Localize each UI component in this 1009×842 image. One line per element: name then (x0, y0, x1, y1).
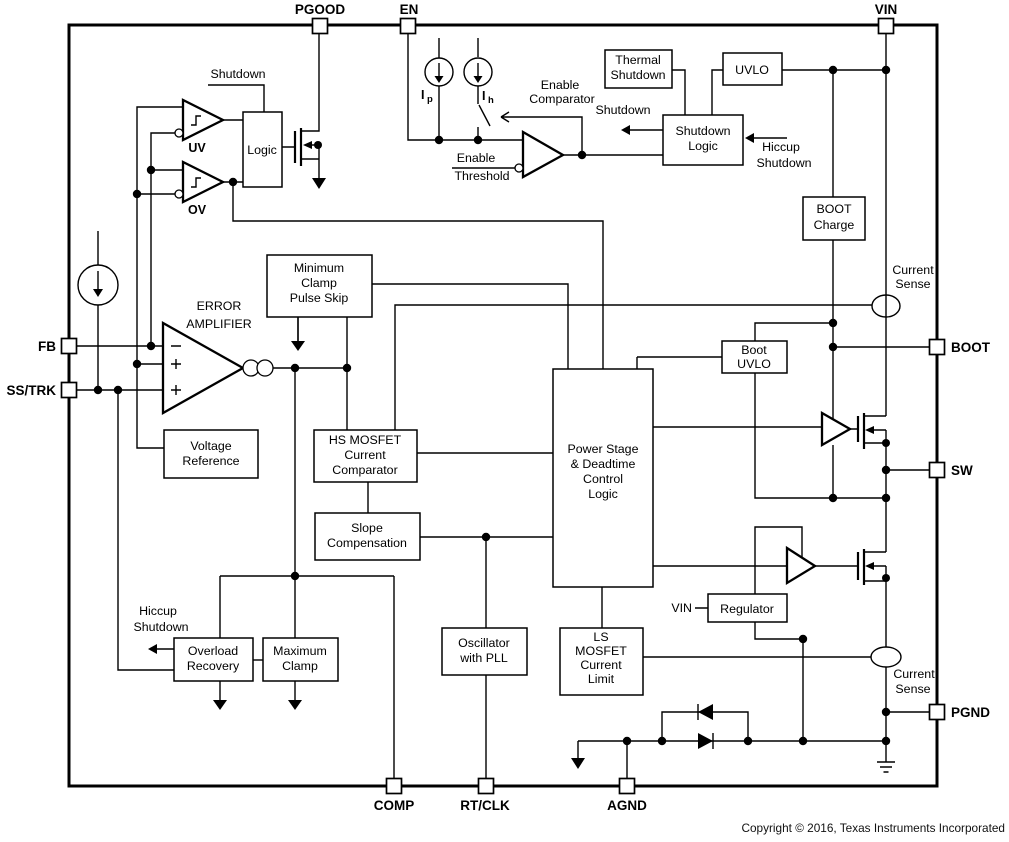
pin-label-comp: COMP (373, 798, 415, 813)
ls-limit-line3: Current (580, 658, 622, 672)
wire-ground-bus (578, 712, 886, 778)
block-hs-mosfet-current-comparator (314, 430, 417, 482)
minimum-clamp-arrowhead (291, 341, 305, 351)
pin-sw (930, 463, 945, 478)
pin-comp (387, 779, 402, 794)
oscillator-line2: with PLL (460, 651, 508, 665)
block-boot-charge (803, 197, 865, 240)
ls-current-sense-element (871, 647, 901, 667)
ip-label-sub: p (427, 94, 433, 105)
power-stage-line4: Logic (588, 487, 618, 501)
wire-en (408, 34, 523, 140)
uv-comparator (183, 100, 223, 140)
ls-mosfet (815, 549, 886, 585)
ss-source-arrowhead (93, 289, 103, 297)
uv-label: UV (188, 141, 206, 155)
block-overload-recovery (174, 638, 253, 681)
shutdown-logic-line1: Shutdown (675, 124, 731, 138)
boot-charge-line1: BOOT (816, 202, 852, 216)
power-stage-line3: Control (583, 472, 623, 486)
pin-label-pgood: PGOOD (294, 2, 346, 17)
hs-comparator-line3: Comparator (332, 463, 398, 477)
boot-charge-line2: Charge (813, 218, 855, 232)
enable-comparator-line1: Enable (540, 78, 580, 92)
current-sense-ls-line2: Sense (895, 682, 931, 696)
block-boot-uvlo (722, 341, 787, 373)
shutdown-to-logic-label: Shutdown (210, 67, 266, 81)
hs-gate-driver (822, 413, 850, 445)
regulator-vin-label: VIN (671, 601, 692, 615)
maximum-clamp-line1: Maximum (273, 644, 327, 658)
pin-label-sw: SW (951, 463, 973, 478)
wire-thermal-shutdown-drop (672, 70, 685, 115)
current-sense-hs-line1: Current (892, 263, 934, 277)
error-amplifier-line1: ERROR (196, 299, 242, 313)
maximum-clamp-line2: Clamp (282, 659, 318, 673)
ip-arrowhead (435, 76, 444, 83)
pin-label-ss-trk: SS/TRK (6, 383, 56, 398)
pin-rt-clk (479, 779, 494, 794)
block-logic-label: Logic (247, 143, 277, 157)
agnd-pgnd-diodes (698, 704, 713, 749)
pin-pgnd (930, 705, 945, 720)
overload-recovery-line1: Overload (187, 644, 239, 658)
diode-up (698, 704, 713, 720)
wire-power-stage-to-drivers (653, 427, 822, 566)
ih-label-base: I (482, 89, 486, 103)
pgood-mosfet (295, 128, 312, 166)
block-slope-compensation (315, 513, 420, 560)
pin-label-en: EN (399, 2, 419, 17)
ov-inverting-bubble (175, 190, 183, 198)
overload-recovery-line2: Recovery (186, 659, 240, 673)
ls-limit-line1: LS (593, 630, 609, 644)
error-amplifier-triangle (163, 323, 243, 413)
pin-label-agnd: AGND (607, 798, 647, 813)
enable-comparator-triangle (523, 132, 563, 177)
minimum-clamp-line3: Pulse Skip (289, 291, 349, 305)
maxclamp-ground-arrowhead (288, 700, 302, 710)
minimum-clamp-line1: Minimum (293, 261, 345, 275)
pin-vin (879, 19, 894, 34)
wire-shutdown-to-logic (208, 85, 264, 112)
pin-label-pgnd: PGND (951, 705, 991, 720)
enable-inverting-bubble (515, 164, 523, 172)
agnd-ground-arrowhead (571, 758, 585, 769)
power-stage-line1: Power Stage (567, 442, 639, 456)
pin-label-rt-clk: RT/CLK (460, 798, 510, 813)
oscillator-line1: Oscillator (458, 636, 510, 650)
wire-fb (77, 133, 183, 346)
error-amp-output-circle-2 (257, 360, 273, 376)
pin-label-fb: FB (38, 339, 56, 354)
copyright-notice: Copyright © 2016, Texas Instruments Incorporated (741, 821, 1005, 835)
pin-en (401, 19, 416, 34)
overload-ground-arrowhead (213, 700, 227, 710)
pgnd-ground-symbol (877, 762, 895, 772)
ov-label: OV (187, 203, 207, 217)
hiccup-left-line1: Hiccup (139, 604, 177, 618)
pin-pgood (313, 19, 328, 34)
hiccup-right-line1: Hiccup (762, 140, 800, 154)
block-shutdown-logic (663, 115, 743, 165)
wire-sw-node (886, 430, 929, 552)
block-voltage-reference (164, 430, 258, 478)
block-logic (243, 112, 282, 187)
diode-down (698, 733, 713, 749)
ip-label-base: I (421, 88, 425, 102)
slope-compensation-line1: Slope (351, 521, 383, 535)
minimum-clamp-line2: Clamp (301, 276, 337, 290)
wire-minimum-clamp-to-power-stage (372, 284, 568, 369)
block-regulator (708, 594, 787, 622)
enable-comparator-line2: Comparator (529, 92, 595, 106)
block-uvlo (723, 53, 782, 85)
boot-uvlo-line1: Boot (741, 343, 767, 357)
hs-comparator-line1: HS MOSFET (328, 433, 402, 447)
current-sense-hs-line2: Sense (895, 277, 931, 291)
ih-arrowhead (474, 76, 483, 83)
boot-uvlo-line2: UVLO (737, 357, 771, 371)
enable-threshold-line1: Enable (456, 151, 496, 165)
thermal-shutdown-line1: Thermal (615, 53, 661, 67)
shutdown-logic-line2: Logic (688, 139, 718, 153)
enable-threshold-line2: Threshold (454, 169, 510, 183)
ov-comparator (183, 162, 223, 202)
current-sense-ls-line1: Current (893, 667, 935, 681)
pin-labels (6, 2, 990, 813)
uvlo-label: UVLO (735, 63, 769, 77)
block-thermal-shutdown (605, 50, 672, 88)
pin-fb (62, 339, 77, 354)
ih-label-sub: h (488, 95, 494, 106)
shutdown-left-arrowhead (621, 125, 630, 135)
hiccup-right-arrowhead (745, 133, 754, 143)
regulator-label: Regulator (720, 602, 774, 616)
slope-compensation-line2: Compensation (327, 536, 407, 550)
block-minimum-clamp (267, 255, 372, 317)
block-power-stage (553, 369, 653, 587)
ls-gate-driver (787, 548, 815, 583)
shutdown-from-shutdown-logic-label: Shutdown (595, 103, 651, 117)
thermal-shutdown-line2: Shutdown (610, 68, 666, 82)
hiccup-left-line2: Shutdown (133, 620, 189, 634)
hs-mosfet (850, 413, 886, 449)
voltage-reference-line1: Voltage (190, 439, 232, 453)
pin-label-vin: VIN (874, 2, 898, 17)
pin-agnd (620, 779, 635, 794)
block-ls-mosfet-current-limit (560, 628, 643, 695)
block-oscillator (442, 628, 527, 675)
hs-comparator-line2: Current (344, 448, 386, 462)
wire-ls-source-pgnd (886, 566, 929, 762)
hiccup-right-line2: Shutdown (756, 156, 812, 170)
ls-limit-line2: MOSFET (575, 644, 627, 658)
voltage-reference-line2: Reference (182, 454, 240, 468)
pin-label-boot: BOOT (951, 340, 990, 355)
uv-inverting-bubble (175, 129, 183, 137)
pin-boot (930, 340, 945, 355)
pgood-ground-arrowhead (312, 178, 326, 189)
power-stage-line2: & Deadtime (570, 457, 636, 471)
wire-annotation-arrows (152, 130, 787, 649)
ls-limit-line4: Limit (587, 672, 615, 686)
error-amplifier-line2: AMPLIFIER (186, 317, 252, 331)
hiccup-left-arrowhead (148, 644, 157, 654)
pin-ss-trk (62, 383, 77, 398)
block-maximum-clamp (263, 638, 338, 681)
